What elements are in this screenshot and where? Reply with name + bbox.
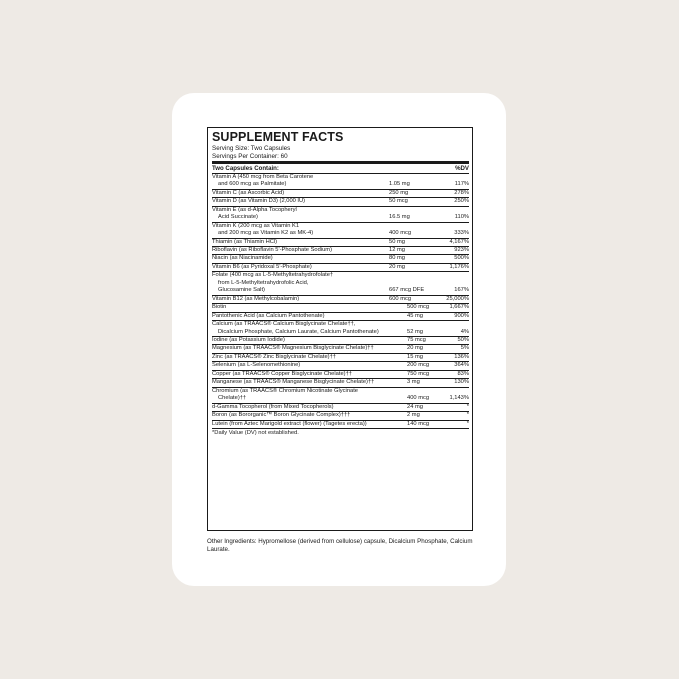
nutrient-row	[212, 404, 469, 412]
nutrient-row	[212, 412, 469, 420]
nutrient-name	[212, 190, 389, 197]
serving-size: Serving Size: Two Capsules	[212, 145, 291, 152]
nutrient-name-line: d-Gamma Tocopherol (from Mixed Tocopherols)	[212, 403, 334, 410]
nutrient-dv	[407, 329, 469, 336]
nutrient-amount: 1.05 mg	[389, 181, 410, 188]
nutrient-name	[212, 421, 389, 428]
nutrient-name-line: Dicalcium Phosphate, Calcium Laurate, Calcium Pantothenate)	[218, 328, 379, 335]
nutrient-row	[212, 421, 469, 429]
nutrient-row	[212, 345, 469, 353]
nutrient-name-line: Boron (as Bororganic™ Boron Glycinate Complex)†††	[212, 412, 351, 419]
nutrient-name	[212, 239, 389, 246]
nutrient-amount-value: 45 mg	[407, 312, 423, 319]
nutrient-dv-value: 1,143%	[449, 395, 469, 402]
nutrient-dv-value: 900%	[454, 312, 469, 319]
nutrient-name-line: Glucosamine Salt)	[218, 287, 265, 294]
nutrient-row	[212, 239, 469, 247]
nutrient-row	[212, 272, 469, 295]
nutrient-amount-value: 2 mg	[407, 412, 420, 419]
nutrient-name	[212, 304, 389, 311]
nutrient-amount-value: 200 mcg	[407, 362, 430, 369]
nutrient-name-line: Thiamin (as Thiamin HCl)	[212, 238, 278, 245]
nutrient-name-line: Vitamin B6 (as Pyridoxal 5'-Phosphate)	[212, 263, 312, 270]
nutrient-row	[212, 354, 469, 362]
nutrient-dv	[407, 362, 469, 369]
nutrient-name	[212, 354, 389, 361]
nutrient-name-line: Magnesium (as TRAACS® Magnesium Bisglycinate Chelate)††	[212, 345, 374, 352]
header-label: Two Capsules Contain:	[212, 164, 279, 172]
nutrient-name	[212, 296, 389, 303]
nutrient-amount: 12 mg	[389, 246, 405, 253]
nutrient-amount-value: 3 mg	[407, 379, 420, 386]
nutrient-name-line: and 200 mcg as Vitamin K2 as MK-4)	[218, 230, 314, 237]
nutrient-name	[212, 337, 389, 344]
nutrient-name-line: Vitamin A (450 mcg from Beta Carotene	[212, 173, 314, 180]
nutrient-amount-value: 24 mg	[407, 403, 423, 410]
nutrient-dv-value: 4%	[460, 328, 469, 335]
nutrient-dv	[407, 412, 469, 419]
nutrient-amount: 667 mcg DFE	[389, 287, 425, 294]
nutrient-name-line: and 600 mcg as Palmitate)	[218, 181, 287, 188]
nutrient-name	[212, 198, 389, 205]
nutrient-dv	[407, 354, 469, 361]
nutrient-name-line: Niacin (as Niacinamide)	[212, 255, 273, 262]
nutrient-row	[212, 379, 469, 387]
nutrient-dv	[407, 345, 469, 352]
nutrient-dv: 500%	[454, 255, 469, 262]
nutrient-name	[212, 404, 389, 411]
nutrient-name-line: Iodine (as Potassium Iodide)	[212, 336, 285, 343]
nutrient-rows	[212, 174, 469, 429]
nutrient-name	[212, 255, 389, 262]
nutrient-name	[212, 223, 389, 238]
nutrient-row	[212, 207, 469, 223]
nutrient-name-line: Biotin	[212, 304, 227, 311]
nutrient-name-line: Vitamin C (as Ascorbic Acid)	[212, 189, 285, 196]
nutrient-row	[212, 174, 469, 190]
nutrient-name-line: Lutein (from Aztec Marigold extract (flower) (Tagetes erecta))	[212, 420, 367, 427]
servings-per-container: Servings Per Container: 60	[212, 152, 288, 160]
nutrient-row	[212, 388, 469, 404]
nutrient-amount-value: 500 mcg	[407, 304, 430, 311]
nutrient-name	[212, 388, 389, 403]
header-dv: %DV	[455, 164, 469, 172]
nutrient-dv: 278%	[454, 189, 469, 196]
nutrient-row	[212, 223, 469, 239]
nutrient-dv: 167%	[454, 287, 469, 294]
nutrient-name	[212, 371, 389, 378]
nutrient-name	[212, 174, 389, 189]
nutrient-amount: 50 mcg	[389, 198, 408, 205]
nutrient-dv-value: 83%	[457, 370, 469, 377]
nutrient-amount: 80 mg	[389, 255, 405, 262]
nutrient-row	[212, 247, 469, 255]
nutrient-dv-value: 130%	[454, 379, 469, 386]
facts-header-row	[212, 165, 469, 174]
nutrient-row	[212, 198, 469, 206]
nutrient-name-line: Manganese (as TRAACS® Manganese Bisglycinate Chelate)††	[212, 379, 375, 386]
nutrient-name	[212, 313, 389, 320]
nutrient-name	[212, 247, 389, 254]
nutrient-row	[212, 255, 469, 263]
nutrient-name	[212, 207, 389, 222]
nutrient-dv: 117%	[454, 181, 469, 188]
nutrient-amount-value: 140 mcg	[407, 420, 430, 427]
nutrient-row	[212, 190, 469, 198]
nutrient-amount-value: 400 mcg	[407, 395, 430, 402]
supplement-facts-panel	[207, 127, 473, 531]
nutrient-row	[212, 296, 469, 304]
nutrient-dv	[407, 304, 469, 311]
nutrient-name-line: Folate (400 mcg as L-5-Methyltetrahydrofolate†	[212, 272, 334, 279]
nutrient-dv-value: *	[466, 403, 469, 410]
nutrient-dv-value: *	[466, 412, 469, 419]
facts-title: SUPPLEMENT FACTS	[212, 130, 344, 144]
nutrient-dv	[407, 337, 469, 344]
nutrient-dv: 25,000%	[446, 295, 469, 302]
nutrient-name-line: Vitamin B12 (as Methylcobalamin)	[212, 295, 300, 302]
nutrient-dv: 250%	[454, 198, 469, 205]
nutrient-dv	[407, 404, 469, 411]
nutrient-name-line: Calcium (as TRAACS® Calcium Bisglycinate Chelate††,	[212, 321, 356, 328]
nutrient-dv: 923%	[454, 246, 469, 253]
nutrient-dv-value: 50%	[457, 336, 469, 343]
nutrient-dv	[407, 395, 469, 402]
nutrient-row	[212, 362, 469, 370]
nutrient-dv	[407, 371, 469, 378]
thick-divider	[212, 161, 469, 164]
nutrient-dv: 4,167%	[449, 238, 469, 245]
nutrient-name-line: Chromium (as TRAACS® Chromium Nicotinate Glycinate	[212, 387, 359, 394]
nutrient-name	[212, 264, 389, 271]
nutrient-dv	[407, 421, 469, 428]
nutrient-row	[212, 321, 469, 337]
nutrient-name-line: Copper (as TRAACS® Copper Bisglycinate Chelate)††	[212, 370, 352, 377]
nutrient-dv: 110%	[454, 214, 469, 221]
nutrient-dv-value: 5%	[460, 345, 469, 352]
nutrient-name-line: Zinc (as TRAACS® Zinc Bisglycinate Chelate)††	[212, 353, 336, 360]
nutrient-dv: 1,176%	[449, 263, 469, 270]
nutrient-name-line: Acid Succinate)	[218, 214, 258, 221]
nutrient-amount: 400 mcg	[389, 230, 412, 237]
nutrient-dv: 333%	[454, 230, 469, 237]
nutrient-amount-value: 750 mcg	[407, 370, 430, 377]
nutrient-amount: 16.5 mg	[389, 214, 410, 221]
nutrient-dv	[407, 379, 469, 386]
nutrient-row	[212, 304, 469, 312]
nutrient-name-line: Pantothenic Acid (as Calcium Pantothenate)	[212, 312, 325, 319]
nutrient-dv-value: *	[466, 420, 469, 427]
nutrient-name	[212, 379, 389, 386]
nutrient-name-line: Riboflavin (as Riboflavin 5'-Phosphate Sodium)	[212, 246, 332, 253]
footnote: *Daily Value (DV) not established.	[212, 429, 299, 436]
nutrient-amount-value: 75 mcg	[407, 336, 426, 343]
nutrient-amount-value: 52 mg	[407, 328, 423, 335]
nutrient-amount: 50 mg	[389, 238, 405, 245]
nutrient-name	[212, 362, 389, 369]
nutrient-amount: 250 mg	[389, 189, 409, 196]
nutrient-row	[212, 313, 469, 321]
nutrient-name	[212, 321, 389, 336]
nutrient-name	[212, 412, 389, 419]
nutrient-row	[212, 371, 469, 379]
nutrient-name	[212, 345, 389, 352]
nutrient-amount: 600 mcg	[389, 295, 412, 302]
nutrient-dv-value: 1,667%	[449, 304, 469, 311]
nutrient-name	[212, 272, 389, 294]
other-ingredients: Other Ingredients: Hypromellose (derived from cellulose) capsule, Dicalcium Phosphate, Calcium Laurate.	[207, 538, 473, 553]
nutrient-name-line: Chelate)††	[218, 395, 247, 402]
nutrient-dv	[407, 313, 469, 320]
nutrient-dv-value: 136%	[454, 353, 469, 360]
nutrient-amount-value: 20 mg	[407, 345, 423, 352]
nutrient-row	[212, 264, 469, 272]
label-card	[172, 93, 506, 586]
nutrient-name-line: Vitamin D (as Vitamin D3) (2,000 IU)	[212, 198, 306, 205]
nutrient-name-line: Vitamin K (200 mcg as Vitamin K1	[212, 222, 300, 229]
nutrient-amount: 20 mg	[389, 263, 405, 270]
nutrient-dv-value: 364%	[454, 362, 469, 369]
nutrient-name-line: from L-5-Methyltetrahydrofolic Acid,	[218, 279, 309, 286]
nutrient-name-line: Selenium (as L-Selenomethionine)	[212, 362, 301, 369]
nutrient-amount-value: 15 mg	[407, 353, 423, 360]
nutrient-name-line: Vitamin E (as d-Alpha Tocopheryl	[212, 206, 297, 213]
